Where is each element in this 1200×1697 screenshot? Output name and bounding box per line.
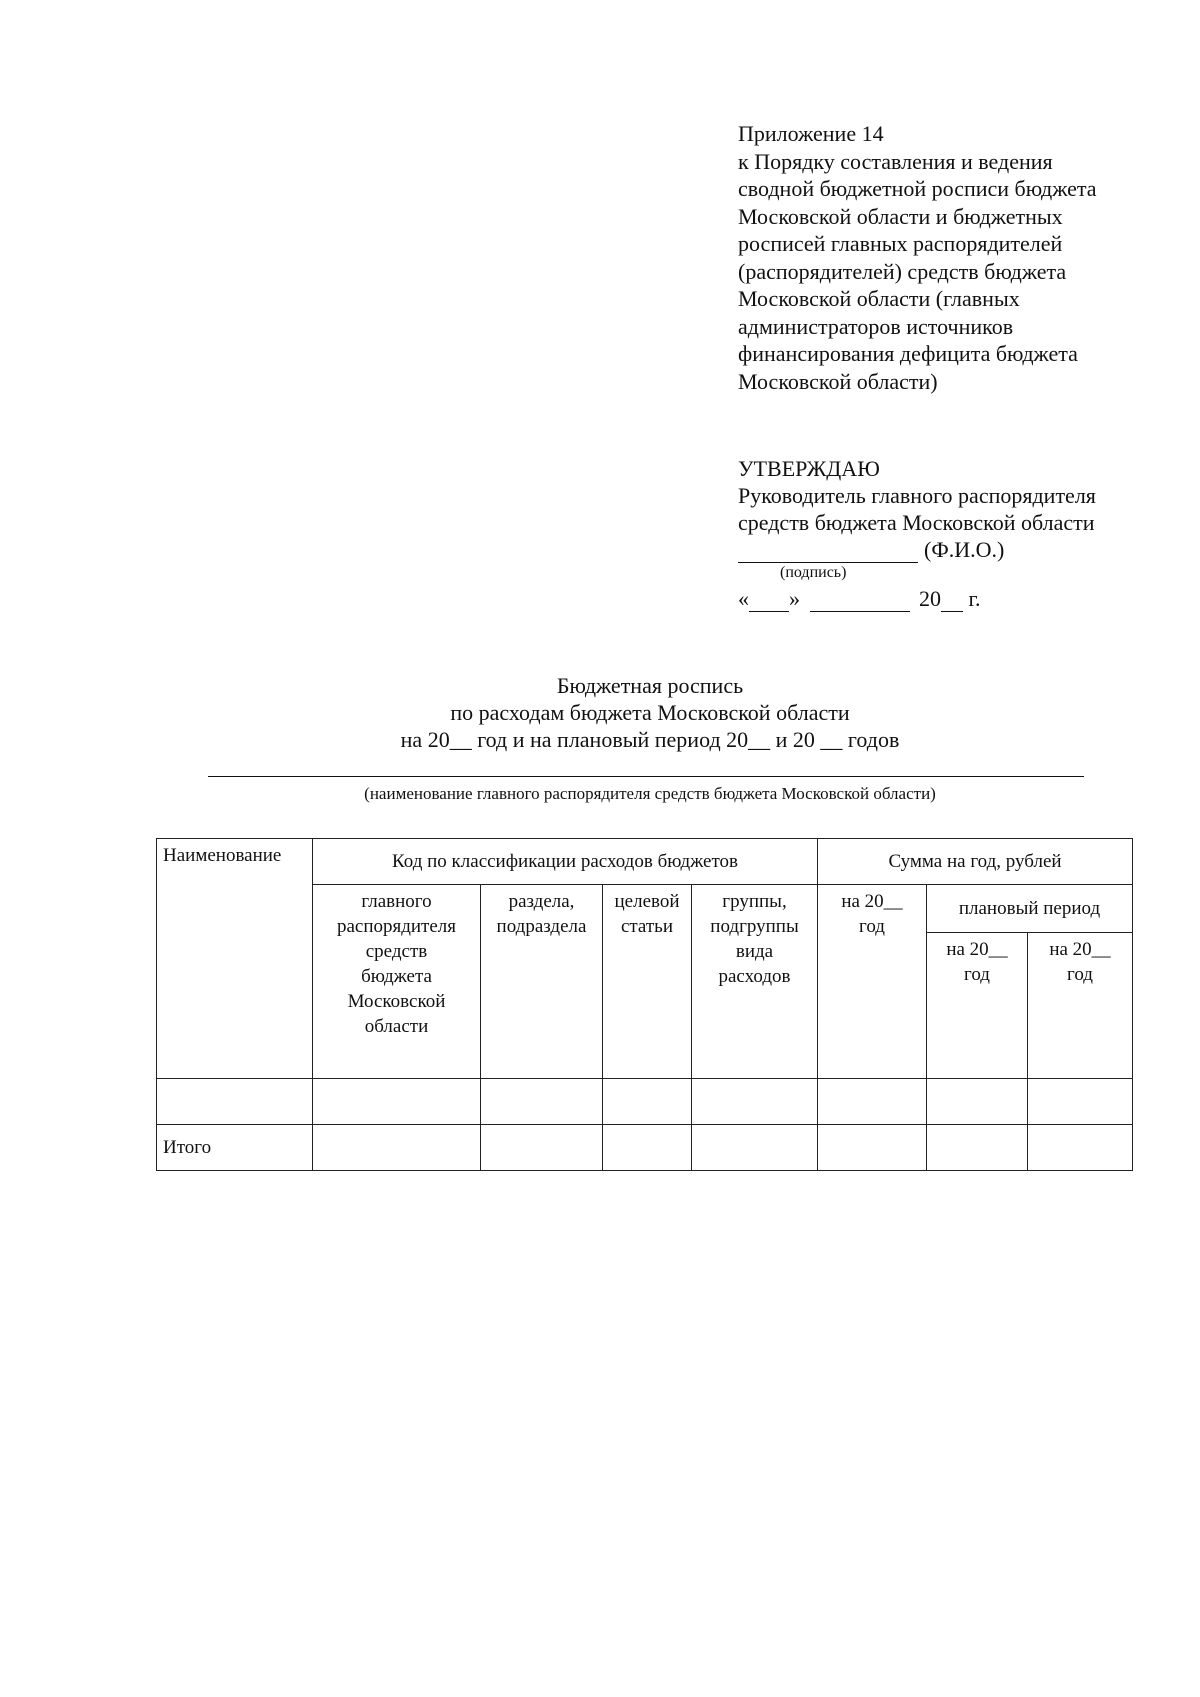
header-target (603, 885, 692, 1079)
appendix-line: сводной бюджетной росписи бюджета (738, 176, 1097, 201)
header-plan-2-line: на 20__ (1049, 939, 1111, 960)
header-planned-period: плановый период (927, 885, 1133, 933)
appendix-line: администраторов источников (738, 313, 1014, 339)
header-plan-1-line: год (964, 964, 990, 985)
table-cell (603, 1125, 692, 1171)
table-cell (927, 1079, 1028, 1125)
header-chief-line: средств (365, 941, 428, 962)
header-name: Наименование (157, 839, 313, 1079)
table-row (157, 1079, 1133, 1125)
appendix-line: Московской области (главных (738, 286, 1020, 311)
table-cell (481, 1079, 603, 1125)
header-target-line: статьи (620, 916, 674, 937)
table-cell (818, 1125, 927, 1171)
header-year-line: на 20__ (841, 891, 903, 912)
table-cell (481, 1125, 603, 1171)
header-section-line: раздела, (508, 891, 575, 912)
name-underline (208, 776, 1084, 777)
date-quote-open: « (738, 586, 749, 611)
header-chief-line: бюджета (361, 966, 432, 987)
day-blank (749, 591, 789, 612)
year-blank (941, 591, 963, 612)
header-group-line: подгруппы (710, 916, 799, 937)
table-cell (1028, 1079, 1133, 1125)
header-group (692, 885, 818, 1079)
appendix-line: росписей главных распорядителей (738, 231, 1063, 256)
approve-heading: УТВЕРЖДАЮ (738, 456, 880, 481)
table-cell (692, 1079, 818, 1125)
title-line-2: по расходам бюджета Московской области (450, 700, 850, 725)
signature-caption: (подпись) (780, 564, 847, 581)
header-target-line: целевой (614, 891, 680, 912)
month-blank (810, 591, 910, 612)
table-cell (1028, 1125, 1133, 1171)
table-cell (157, 1079, 313, 1125)
appendix-line: Московской области и бюджетных (738, 203, 1063, 229)
approve-line-2: средств бюджета Московской области (738, 510, 1095, 535)
header-chief-line: распорядителя (336, 916, 457, 937)
table-cell (927, 1125, 1028, 1171)
appendix-line: к Порядку составления и ведения (738, 148, 1053, 174)
approve-line-1: Руководитель главного распорядителя (738, 483, 1096, 508)
total-label: Итого (157, 1125, 313, 1171)
header-group-line: группы, (722, 891, 787, 912)
table-cell (603, 1079, 692, 1125)
total-row (157, 1125, 1133, 1171)
header-year (818, 885, 927, 1079)
header-sum-group: Сумма на год, рублей (818, 839, 1133, 885)
header-section (481, 885, 603, 1079)
signature-row (738, 536, 1178, 563)
header-plan-2 (1028, 933, 1133, 1079)
header-chief-line: главного (361, 891, 432, 912)
header-section-line: подраздела (496, 916, 587, 937)
budget-table (156, 838, 1133, 1171)
title-line-1: Бюджетная роспись (556, 673, 744, 698)
date-quote-close: » (789, 586, 800, 611)
header-chief-line: области (364, 1016, 429, 1037)
appendix-block (738, 120, 1168, 395)
header-plan-2-line: год (1067, 964, 1093, 985)
appendix-line: Московской области) (738, 368, 938, 394)
approval-block (738, 455, 1178, 612)
appendix-line: Приложение 14 (738, 121, 884, 146)
table-cell (313, 1079, 481, 1125)
header-group-line: вида (735, 941, 774, 962)
title-line-3: на 20__ год и на плановый период 20__ и 20 __ годов (400, 727, 900, 752)
appendix-line: финансирования дефицита бюджета (738, 341, 1078, 366)
header-year-line: год (859, 916, 885, 937)
year-suffix: г. (968, 586, 981, 611)
header-plan-1 (927, 933, 1028, 1079)
header-chief-line: Московской (347, 991, 446, 1012)
header-plan-1-line: на 20__ (946, 939, 1008, 960)
fio-label: (Ф.И.О.) (924, 537, 1005, 562)
name-caption: (наименование главного распорядителя средств бюджета Московской области) (364, 784, 936, 803)
table-cell (692, 1125, 818, 1171)
table-cell (818, 1079, 927, 1125)
header-chief (313, 885, 481, 1079)
date-row (738, 585, 1178, 612)
signature-blank (738, 542, 918, 563)
header-group-line: расходов (718, 966, 791, 987)
table-cell (313, 1125, 481, 1171)
appendix-line: (распорядителей) средств бюджета (738, 258, 1067, 284)
year-prefix: 20 (919, 586, 941, 611)
document-title (150, 672, 1150, 753)
header-code-group: Код по классификации расходов бюджетов (313, 839, 818, 885)
